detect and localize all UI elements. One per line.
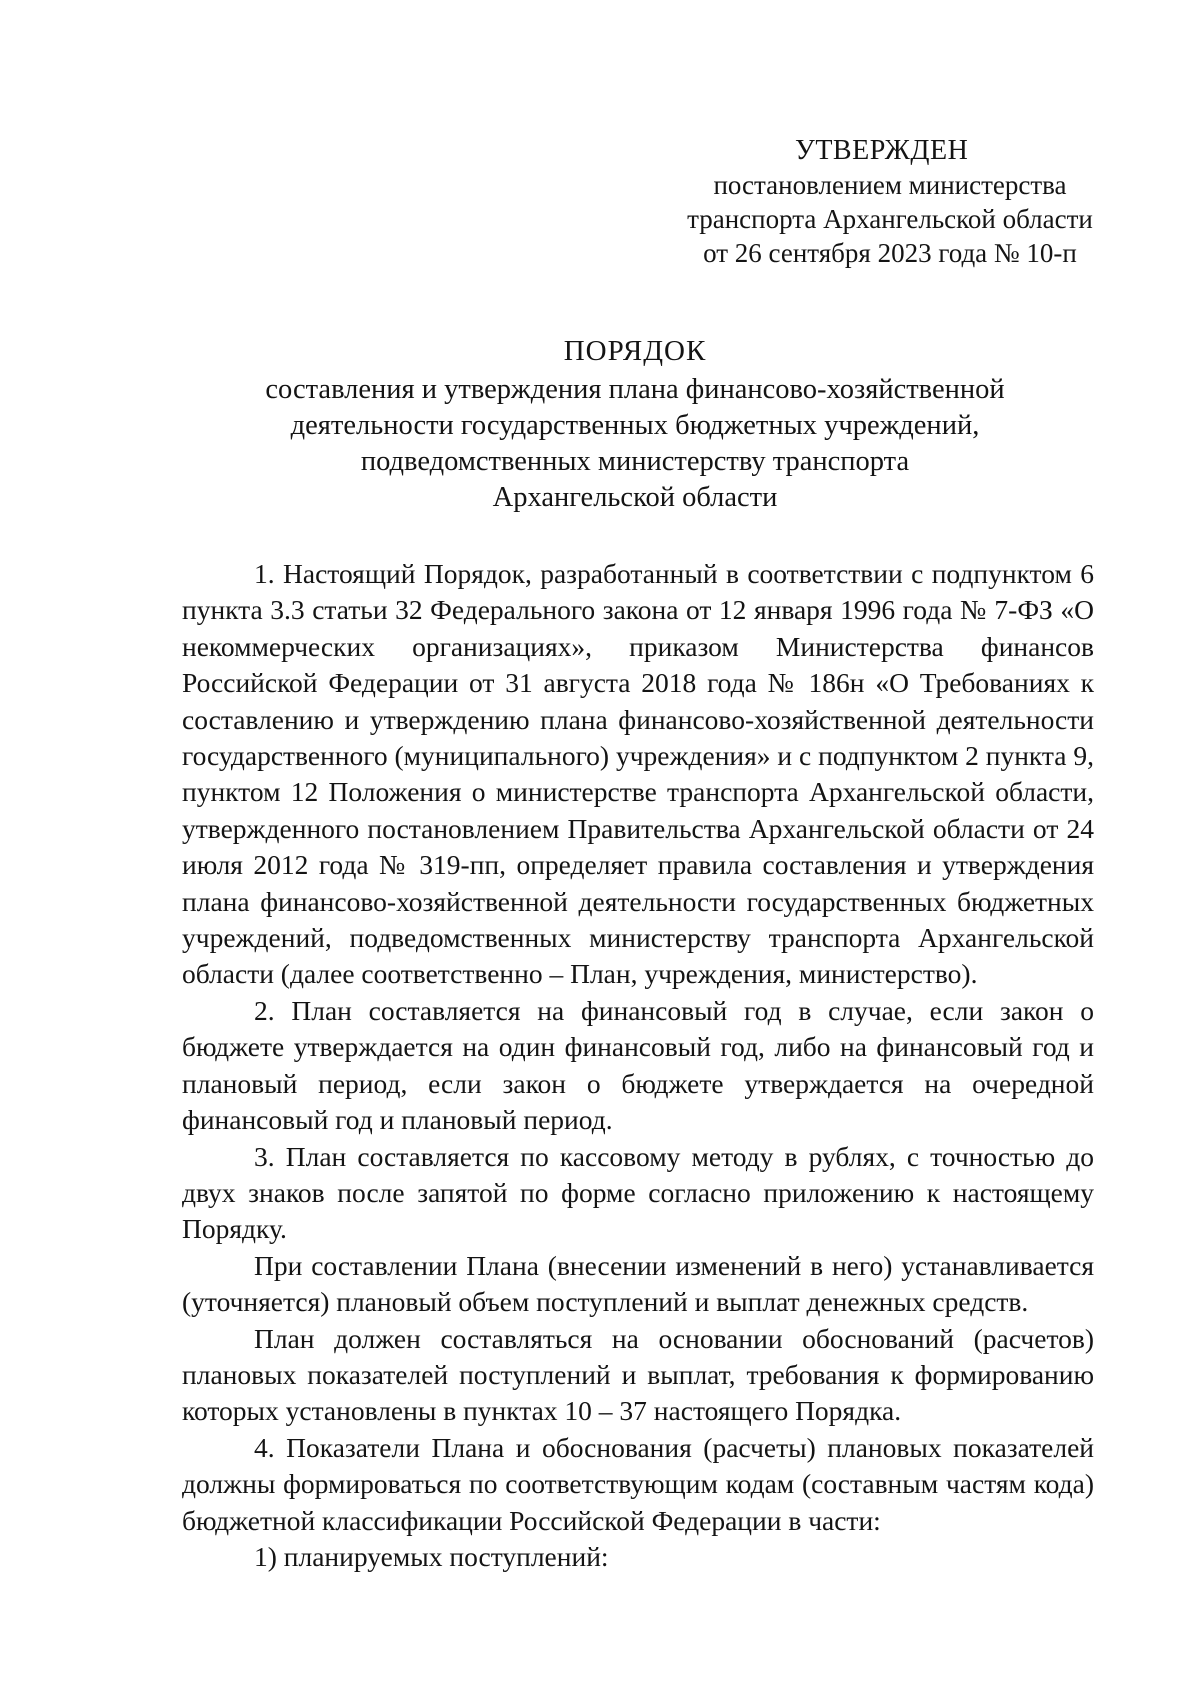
paragraph-3-note: При составлении Плана (внесении изменений в него) устанавливается (уточняется) плановый объем поступлений и выплат денежных средств. [182, 1249, 1094, 1318]
document-title: ПОРЯДОК [563, 335, 707, 367]
paragraph-2: 2. План составляется на финансовый год в случае, если закон о бюджете утверждается на один финансовый год, либо на финансовый год и плановый период, если закон о бюджете утверждается на очередной финансовый год и плановый период. [182, 994, 1094, 1136]
paragraph-3: 3. План составляется по кассовому методу в рублях, с точностью до двух знаков после запятой по форме согласно приложению к настоящему Порядку. [182, 1140, 1094, 1245]
document-title-block [160, 333, 1110, 516]
paragraph-1: 1. Настоящий Порядок, разработанный в соответствии с подпунктом 6 пункта 3.3 статьи 32 Федерального закона от 12 января 1996 года № 7-ФЗ «О некоммерческих организациях», приказом Министерства финансов Российской Федерации от 31 августа 2018 года № 186н «О Требованиях к составлению и утверждению плана финансово-хозяйственной деятельности государственного (муниципального) учреждения» и с подпунктом 2 пункта 9, пунктом 12 Положения о министерстве транспорта Архангельской области, утвержденного постановлением Правительства Архангельской области от 24 июля 2012 года № 319-пп, определяет правила составления и утверждения плана финансово-хозяйственной деятельности государственных бюджетных учреждений, подведомственных министерству транспорта Архангельской области (далее соответственно – План, учреждения, министерство). [182, 558, 1094, 990]
approval-line: постановлением министерства [713, 170, 1067, 200]
approval-line: транспорта Архангельской области [687, 204, 1093, 234]
approval-block [660, 134, 1120, 270]
paragraph-4: 4. Показатели Плана и обоснования (расчеты) плановых показателей должны формироваться по соответствующим кодам (составным частям кода) бюджетной классификации Российской Федерации в части: [182, 1431, 1094, 1536]
document-subtitle-line: подведомственных министерству транспорта [360, 446, 910, 477]
document-subtitle-line: составления и утверждения плана финансово-хозяйственной [265, 374, 1005, 405]
document-body [182, 556, 1094, 1575]
list-item-planned-receipts: 1) планируемых поступлений: [254, 1540, 609, 1572]
paragraph-3-basis: План должен составляться на основании обоснований (расчетов) плановых показателей поступлений и выплат, требования к формированию которых установлены в пунктах 10 – 37 настоящего Порядка. [182, 1322, 1094, 1427]
document-subtitle-line: деятельности государственных бюджетных учреждений, [290, 410, 980, 441]
document-subtitle-line: Архангельской области [492, 482, 778, 513]
approval-status: УТВЕРЖДЕН [795, 135, 969, 166]
approval-date-number: от 26 сентября 2023 года № 10-п [703, 238, 1077, 268]
